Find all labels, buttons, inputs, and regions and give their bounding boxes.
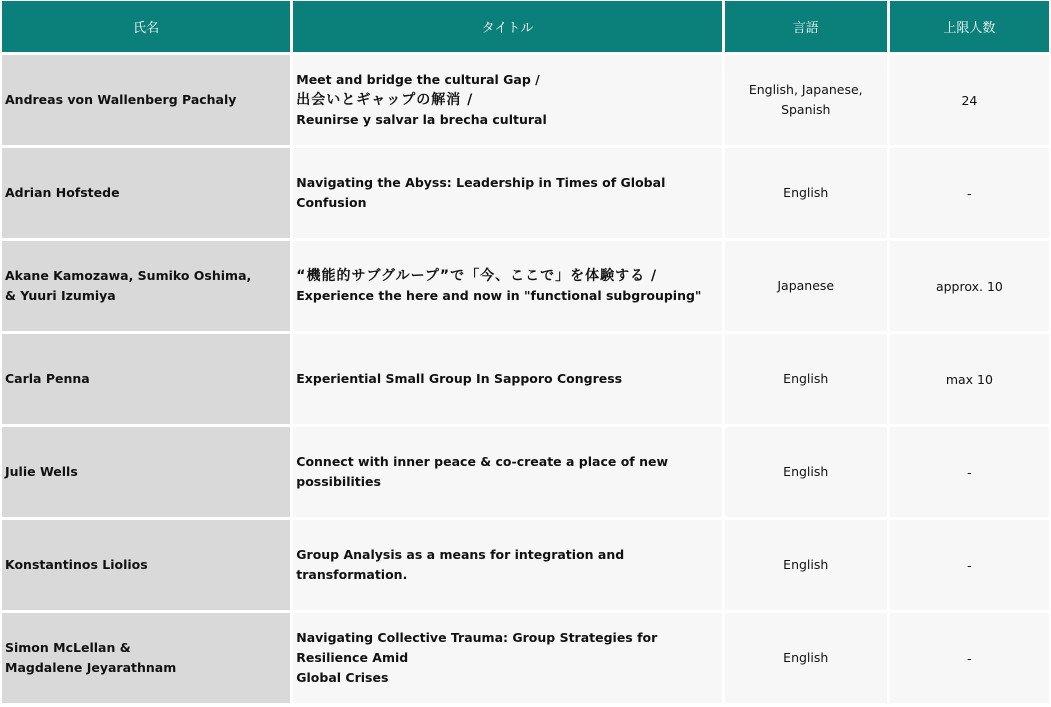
table-row bbox=[2, 613, 1049, 703]
language-line: Spanish bbox=[781, 102, 831, 117]
session-capacity: approx. 10 bbox=[890, 241, 1049, 331]
title-line: Connect with inner peace & co-create a place of new possibilities bbox=[296, 454, 669, 489]
name-line: Magdalene Jeyarathnam bbox=[5, 660, 177, 675]
session-language bbox=[725, 55, 887, 145]
session-capacity: 24 bbox=[890, 55, 1049, 145]
session-title bbox=[293, 55, 721, 145]
header-row bbox=[2, 1, 1049, 52]
table-row bbox=[2, 520, 1049, 610]
language-line: English bbox=[783, 464, 829, 479]
session-language bbox=[725, 427, 887, 517]
title-line: “機能的サブグループ”で「今、ここで」を体験する / bbox=[296, 268, 658, 284]
session-language bbox=[725, 520, 887, 610]
language-line: English, Japanese, bbox=[748, 82, 863, 97]
presenter-name bbox=[2, 55, 290, 145]
presenter-name bbox=[2, 241, 290, 331]
title-line: Reunirse y salvar la brecha cultural bbox=[296, 112, 547, 127]
session-title bbox=[293, 241, 721, 331]
session-capacity: - bbox=[890, 613, 1049, 703]
table-row bbox=[2, 241, 1049, 331]
header-name: 氏名 bbox=[2, 1, 290, 52]
session-language bbox=[725, 241, 887, 331]
presenter-name bbox=[2, 148, 290, 238]
presenter-name bbox=[2, 334, 290, 424]
session-title bbox=[293, 427, 721, 517]
session-title bbox=[293, 613, 721, 703]
session-capacity: - bbox=[890, 427, 1049, 517]
language-line: English bbox=[783, 371, 829, 386]
session-capacity: max 10 bbox=[890, 334, 1049, 424]
session-language bbox=[725, 148, 887, 238]
name-line: Andreas von Wallenberg Pachaly bbox=[5, 92, 237, 107]
session-language bbox=[725, 613, 887, 703]
name-line: Akane Kamozawa, Sumiko Oshima, bbox=[5, 268, 252, 283]
header-language: 言語 bbox=[725, 1, 887, 52]
presenter-name bbox=[2, 520, 290, 610]
title-line: Global Crises bbox=[296, 670, 389, 685]
table-row bbox=[2, 55, 1049, 145]
session-language bbox=[725, 334, 887, 424]
table-row bbox=[2, 334, 1049, 424]
name-line: & Yuuri Izumiya bbox=[5, 288, 116, 303]
name-line: Adrian Hofstede bbox=[5, 185, 120, 200]
title-line: Navigating the Abyss: Leadership in Times of Global Confusion bbox=[296, 175, 666, 210]
language-line: English bbox=[783, 557, 829, 572]
session-title bbox=[293, 148, 721, 238]
name-line: Carla Penna bbox=[5, 371, 90, 386]
name-line: Simon McLellan & bbox=[5, 640, 131, 655]
presenter-name bbox=[2, 427, 290, 517]
title-line: Experience the here and now in "functional subgrouping" bbox=[296, 288, 702, 303]
language-line: English bbox=[783, 650, 829, 665]
language-line: Japanese bbox=[777, 278, 835, 293]
title-line: Navigating Collective Trauma: Group Strategies for Resilience Amid bbox=[296, 630, 658, 665]
presenter-name bbox=[2, 613, 290, 703]
header-capacity: 上限人数 bbox=[890, 1, 1049, 52]
title-line: Experiential Small Group In Sapporo Congress bbox=[296, 371, 623, 386]
table-row bbox=[2, 427, 1049, 517]
session-title bbox=[293, 520, 721, 610]
header-title: タイトル bbox=[293, 1, 721, 52]
table-row bbox=[2, 148, 1049, 238]
name-line: Konstantinos Liolios bbox=[5, 557, 148, 572]
title-line: 出会いとギャップの解消 / bbox=[296, 92, 474, 108]
session-title bbox=[293, 334, 721, 424]
title-line: Meet and bridge the cultural Gap / bbox=[296, 72, 540, 87]
session-capacity: - bbox=[890, 148, 1049, 238]
language-line: English bbox=[783, 185, 829, 200]
name-line: Julie Wells bbox=[5, 464, 78, 479]
session-capacity: - bbox=[890, 520, 1049, 610]
title-line: Group Analysis as a means for integration and transformation. bbox=[296, 547, 625, 582]
